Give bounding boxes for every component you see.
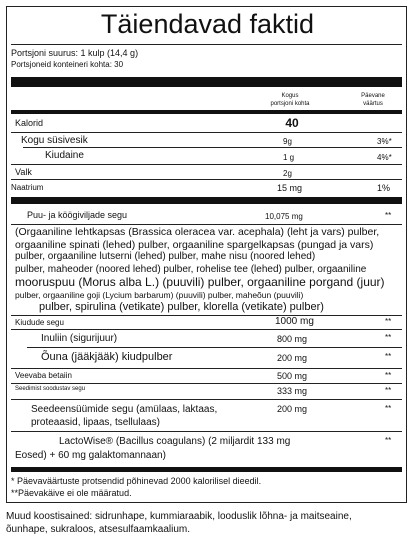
- amount-header-line1: Kogus: [281, 93, 299, 99]
- thick-divider-bottom: [11, 467, 402, 472]
- fruit-veg-description: [15, 226, 385, 314]
- fruit-veg-label: Puu- ja köögiviljade segu: [27, 210, 128, 220]
- divider: [23, 147, 402, 148]
- divider: [11, 383, 402, 384]
- calories-label: Kalorid: [15, 118, 44, 128]
- enzyme-line2: proteaasid, lipaas, tsellulaas): [31, 417, 160, 428]
- protein-amount: 2g: [283, 169, 292, 178]
- fruit-veg-amount: 10,075 mg: [265, 212, 303, 221]
- lactowise-line2: Eosed) + 60 mg galaktomannaan): [15, 450, 166, 461]
- betaine-dv: **: [385, 371, 392, 380]
- apple-fiber-amount: 200 mg: [277, 353, 308, 363]
- inulin-dv: **: [385, 333, 392, 342]
- divider: [11, 329, 402, 330]
- fiber-label: Kiudaine: [45, 150, 84, 161]
- title-divider: [11, 44, 402, 45]
- divider: [27, 347, 402, 348]
- amount-header: [255, 92, 325, 108]
- dv-header: [343, 92, 403, 108]
- protein-label: Valk: [15, 167, 32, 177]
- dv-header-line1: Päevane: [361, 93, 385, 99]
- sodium-label: Naatrium: [11, 183, 44, 192]
- fiber-dv: 4%*: [377, 153, 392, 162]
- fruit-veg-dv: **: [385, 211, 392, 220]
- lactowise-line1: LactoWise® (Bacillus coagulans) (2 miljardit 133 mg: [59, 436, 291, 447]
- digestive-blend-label: Seedimist soodustav segu: [15, 386, 86, 392]
- desc-line: (Orgaaniline lehtkapsas (Brassica oleracea var. acephala) (leht ja vars) pulber,: [15, 226, 380, 238]
- footnote-not-established: **Päevakäive ei ole määratud.: [11, 488, 132, 498]
- other-ingredients-line2: õunhape, sukraloos, atsesulfaamkaalium.: [6, 524, 190, 535]
- lactowise-label: [15, 435, 290, 463]
- thick-divider-top: [11, 77, 402, 87]
- fiber-amount: 1 g: [283, 153, 295, 162]
- inulin-label: Inuliin (sigurijuur): [41, 333, 118, 344]
- sodium-dv: 1%: [377, 183, 391, 193]
- servings-per-container: Portsjoneid konteineri kohta: 30: [11, 60, 124, 69]
- calories-value: 40: [285, 116, 299, 130]
- thick-divider-mid: [11, 110, 402, 114]
- inulin-amount: 800 mg: [277, 334, 308, 344]
- carbs-dv: 3%*: [377, 137, 392, 146]
- supplement-facts-panel: [6, 6, 407, 503]
- apple-fiber-label: Õuna (jääkjääk) kiudpulber: [41, 351, 173, 363]
- divider: [11, 224, 402, 225]
- desc-line: pulber, spirulina (vetikate) pulber, klorella (vetikate) pulber): [39, 301, 324, 313]
- amount-header-line2: portsjoni kohta: [270, 101, 310, 107]
- divider: [11, 179, 402, 180]
- dv-header-line2: väärtus: [363, 101, 383, 107]
- footnote-dv: * Päevaväärtuste protsendid põhinevad 2000 kalorilisel dieedil.: [11, 476, 262, 486]
- divider: [11, 399, 402, 400]
- serving-size: Portsjoni suurus: 1 kulp (14,4 g): [11, 48, 139, 58]
- carbs-amount: 9g: [283, 137, 292, 146]
- desc-line: pulber, orgaaniline goji (Lycium barbarum) (puuvili) pulber, maheõun (puuvili): [15, 289, 304, 300]
- betaine-label: Veevaba betaiin: [15, 371, 72, 380]
- sodium-amount: 15 mg: [277, 183, 303, 193]
- enzyme-blend-dv: **: [385, 404, 392, 413]
- panel-title: Täiendavad faktid: [100, 9, 315, 39]
- divider: [11, 368, 402, 369]
- divider: [11, 164, 402, 165]
- divider: [11, 315, 402, 316]
- digestive-blend-amount: 333 mg: [277, 386, 308, 396]
- desc-line: mooruspuu (Morus alba L.) (puuvili) pulber, orgaaniline porgand (juur): [15, 275, 385, 289]
- enzyme-blend-label: [31, 403, 217, 429]
- enzyme-line1: Seedeensüümide segu (amülaas, laktaas,: [31, 404, 218, 415]
- divider: [11, 132, 402, 133]
- desc-line: pulber, orgaaniline lutserni (lehed) pulber, mahe nisu (noored lehed): [15, 251, 316, 262]
- carbs-label: Kogu süsivesik: [21, 135, 88, 146]
- lactowise-dv: **: [385, 436, 392, 445]
- digestive-blend-dv: **: [385, 386, 392, 395]
- fiber-blend-dv: **: [385, 317, 392, 326]
- apple-fiber-dv: **: [385, 352, 392, 361]
- fiber-blend-label: Kiudude segu: [15, 318, 64, 327]
- thick-divider-blend: [11, 197, 402, 204]
- fiber-blend-amount: 1000 mg: [275, 316, 314, 327]
- divider: [11, 431, 402, 432]
- other-ingredients: [6, 510, 352, 536]
- desc-line: pulber, maheoder (noored lehed) pulber, rohelise tee (lehed) pulber, orgaaniline: [15, 263, 367, 275]
- other-ingredients-line1: Muud koostisained: sidrunhape, kummiaraabik, looduslik lõhna- ja maitseaine,: [6, 511, 352, 522]
- betaine-amount: 500 mg: [277, 371, 308, 381]
- desc-line: orgaaniline spinati (lehed) pulber, orgaaniline spargelkapsas (pungad ja vars): [15, 238, 374, 251]
- enzyme-blend-amount: 200 mg: [277, 404, 308, 414]
